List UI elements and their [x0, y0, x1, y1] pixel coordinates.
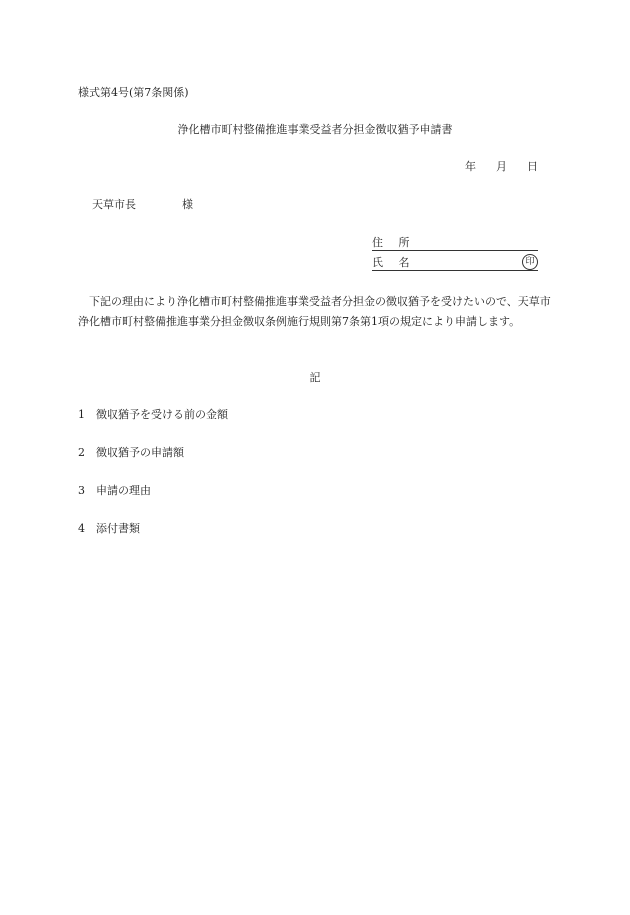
list-item — [78, 520, 140, 536]
item-number: 2 — [78, 446, 85, 459]
list-item — [78, 482, 151, 498]
item-text: 添付書類 — [96, 522, 140, 535]
date-day: 日 — [527, 160, 538, 173]
addressee-name: 天草市長 — [92, 198, 136, 211]
request-body-text: 下記の理由により浄化槽市町村整備推進事業受益者分担金の徴収猶予を受けたいので、天草市浄化槽市町村整備推進事業分担金徴収条例施行規則第7条第1項の規定により申請します。 — [78, 295, 551, 328]
item-text: 徴収猶予の申請額 — [96, 446, 184, 459]
address-label: 住 所 — [372, 236, 416, 249]
item-number: 3 — [78, 484, 85, 497]
list-item — [78, 406, 228, 422]
addressee-honorific: 様 — [182, 198, 193, 211]
date-year: 年 — [465, 160, 476, 173]
form-number-label: 様式第4号(第7条関係) — [78, 86, 189, 99]
item-number: 1 — [78, 408, 85, 421]
item-text: 申請の理由 — [96, 484, 151, 497]
date-line — [445, 158, 538, 174]
ki-heading: 記 — [309, 371, 321, 384]
item-number: 4 — [78, 522, 85, 535]
applicant-name-field[interactable] — [372, 254, 538, 271]
addressee — [92, 196, 193, 212]
date-month: 月 — [496, 160, 507, 173]
seal-icon: 印 — [522, 254, 538, 270]
list-item — [78, 444, 184, 460]
name-label: 氏 名 — [372, 256, 416, 269]
item-text: 徴収猶予を受ける前の金額 — [96, 408, 228, 421]
applicant-address-field[interactable] — [372, 234, 538, 251]
document-title: 浄化槽市町村整備推進事業受益者分担金徴収猶予申請書 — [177, 123, 453, 136]
